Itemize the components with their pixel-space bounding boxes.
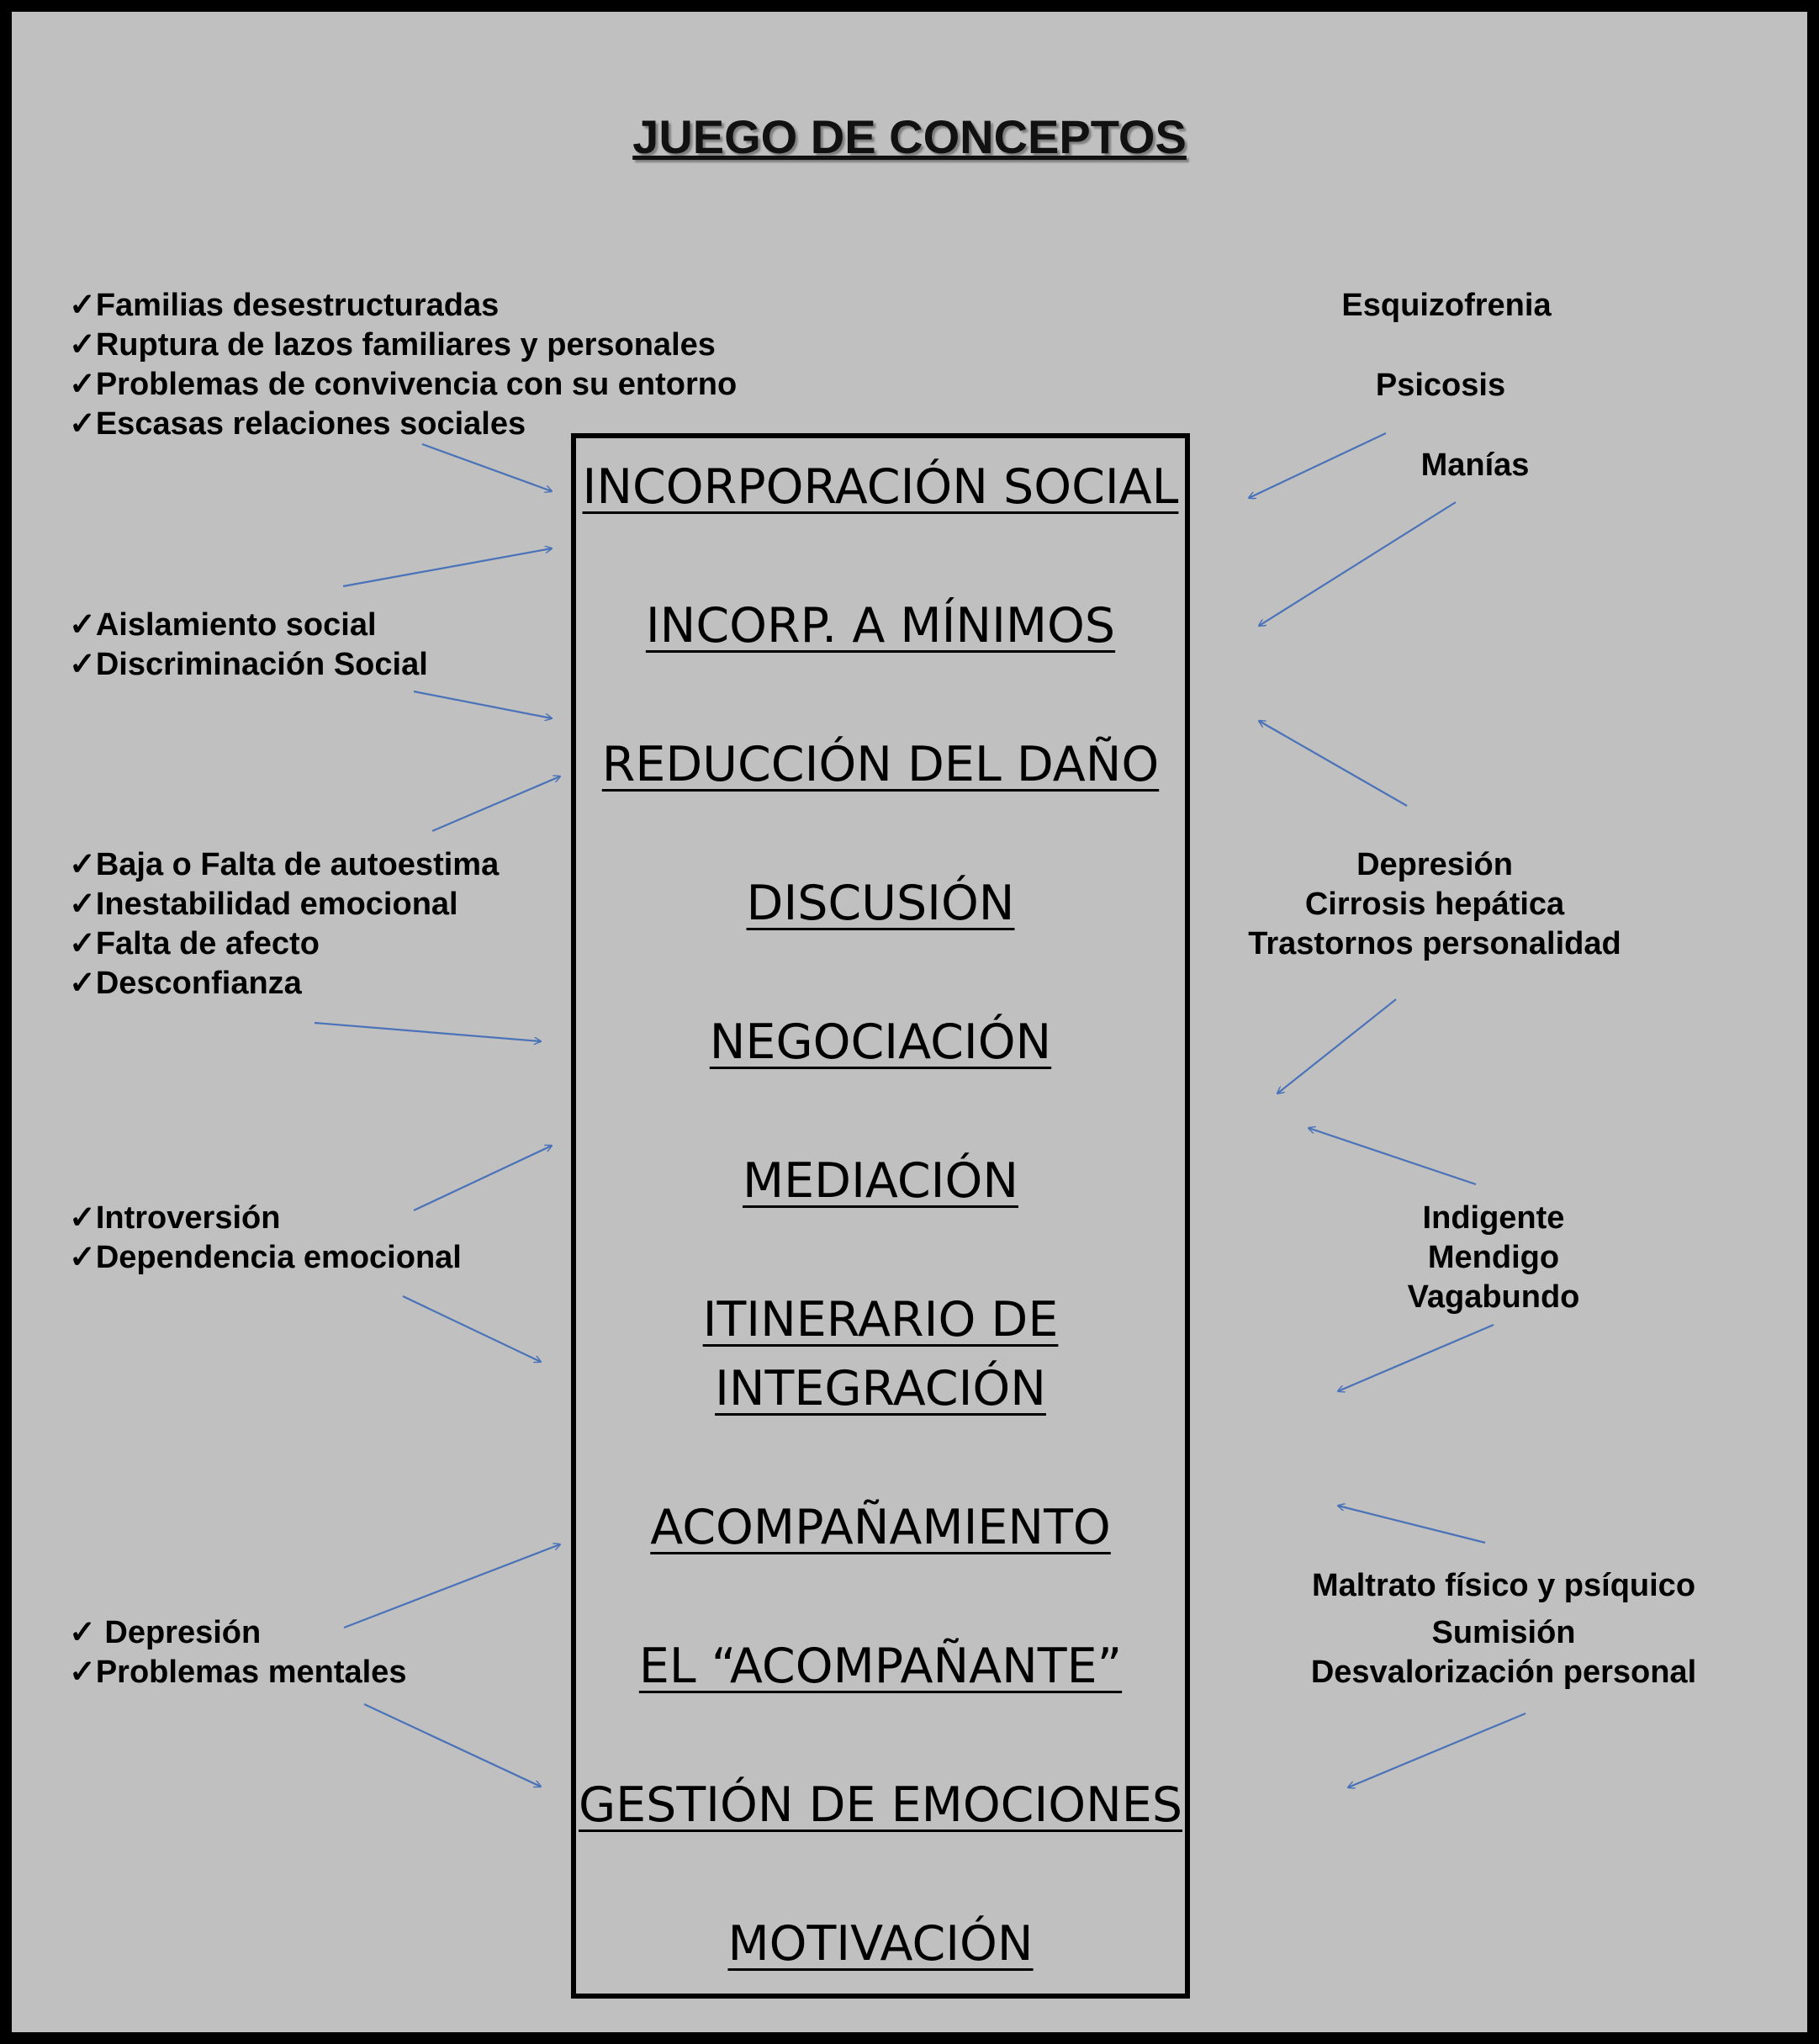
- concept-reduccion-dano: REDUCCIÓN DEL DAÑO: [601, 737, 1160, 792]
- arrow-right-6: [1338, 1325, 1494, 1391]
- right-item-manias: Manías: [1420, 447, 1530, 483]
- right-item: Maltrato físico y psíquico: [1311, 1568, 1696, 1603]
- arrow-left-1: [422, 444, 552, 491]
- right-item: Depresión: [1356, 847, 1513, 882]
- arrow-left-3: [414, 691, 552, 718]
- arrow-right-3: [1259, 721, 1407, 806]
- arrow-right-8: [1348, 1713, 1526, 1787]
- left-item: ✓Familias desestructuradas: [69, 288, 500, 323]
- concept-discusion: DISCUSIÓN: [746, 876, 1015, 931]
- left-item: ✓Baja o Falta de autoestima: [69, 847, 500, 882]
- concept-incorp-minimos: INCORP. A MÍNIMOS: [645, 598, 1116, 654]
- concept-acompanante: EL “ACOMPAÑANTE”: [638, 1639, 1123, 1694]
- left-item: ✓Desconfianza: [69, 966, 302, 1001]
- left-item: ✓Falta de afecto: [69, 926, 320, 961]
- arrow-right-1: [1249, 433, 1386, 498]
- right-item: Mendigo: [1427, 1240, 1560, 1275]
- concept-motivacion: MOTIVACIÓN: [727, 1916, 1034, 1972]
- right-item-psicosis: Psicosis: [1375, 368, 1506, 403]
- left-item: ✓Problemas de convivencia con su entorno: [69, 367, 738, 402]
- right-item: Desvalorización personal: [1310, 1655, 1697, 1690]
- right-item-esquizofrenia: Esquizofrenia: [1341, 288, 1552, 323]
- arrow-left-7: [403, 1296, 541, 1362]
- arrow-left-6: [414, 1146, 552, 1210]
- arrow-right-7: [1338, 1506, 1485, 1543]
- left-item: ✓Escasas relaciones sociales: [69, 406, 526, 442]
- concept-negociacion: NEGOCIACIÓN: [709, 1014, 1052, 1070]
- right-item: Trastornos personalidad: [1248, 926, 1621, 961]
- arrow-left-8: [344, 1544, 560, 1628]
- arrow-right-5: [1309, 1128, 1476, 1184]
- concept-gestion-emociones: GESTIÓN DE EMOCIONES: [578, 1777, 1182, 1833]
- left-item: ✓Aislamiento social: [69, 607, 377, 643]
- left-item: ✓Dependencia emocional: [69, 1240, 462, 1275]
- concept-itinerario: ITINERARIO DE: [702, 1292, 1059, 1348]
- left-item: ✓Inestabilidad emocional: [69, 887, 458, 922]
- left-item: ✓Discriminación Social: [69, 647, 428, 682]
- right-item: Sumisión: [1431, 1615, 1576, 1650]
- page-title: JUEGO DE CONCEPTOS: [632, 110, 1187, 163]
- concept-mediacion: MEDIACIÓN: [742, 1153, 1018, 1209]
- left-item: ✓ Depresión: [69, 1615, 262, 1650]
- left-item: ✓Introversión: [69, 1200, 281, 1236]
- arrow-right-4: [1277, 999, 1396, 1093]
- concept-incorporacion-social: INCORPORACIÓN SOCIAL: [582, 459, 1179, 515]
- arrow-right-2: [1259, 502, 1456, 626]
- right-item: Vagabundo: [1407, 1279, 1580, 1315]
- arrow-left-9: [364, 1704, 541, 1787]
- concept-integracion: INTEGRACIÓN: [715, 1361, 1046, 1417]
- arrow-left-4: [432, 776, 560, 831]
- arrow-left-5: [315, 1023, 541, 1041]
- arrow-left-2: [343, 548, 552, 586]
- right-item: Cirrosis hepática: [1304, 887, 1565, 922]
- left-item: ✓Problemas mentales: [69, 1655, 407, 1690]
- left-item: ✓Ruptura de lazos familiares y personales: [69, 327, 716, 363]
- right-item: Indigente: [1422, 1200, 1565, 1236]
- concept-acompanamiento: ACOMPAÑAMIENTO: [650, 1500, 1111, 1555]
